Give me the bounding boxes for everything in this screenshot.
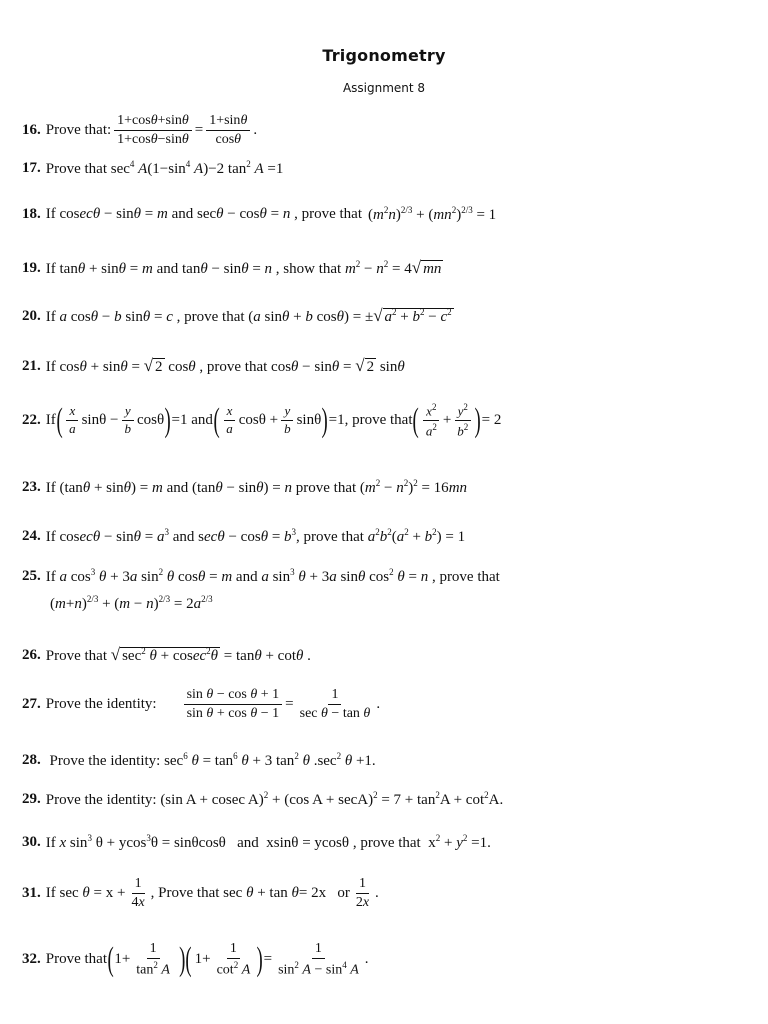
question-20: 20. If a cosθ − b sinθ = c , prove that (a sinθ + b cosθ) = ±√ $a^2 + b^2 - c^2$ [22,306,452,325]
question-25: 25. If a $\cos^3 \theta + 3a$ $\sin^2 \theta$ cosθ = m and a $\sin^3 \theta + 3a$ sinθ $\cos^2 \theta = n$ , prove that [22,567,500,585]
document-subtitle: Assignment 8 [342,81,426,95]
document-title: Trigonometry [322,46,446,65]
question-26: 26. Prove that √ $\sec^2 \theta + cosec^2\theta = \tan\theta + \cot\theta$ . [22,645,311,664]
question-27: 27. Prove the identity: $\frac{\text{sin θ − cos θ + 1}}{\text{sin θ + cos θ − 1}}$ = $\frac{1}{\text{sec θ − tan θ}}$ . [22,687,381,722]
question-17: 17. Prove that $\sec^4 A(1-\sin^4$ A)−2 $\tan^2 A =1$ [22,159,284,177]
question-number: 25. [22,568,41,584]
question-31: 31. If sec θ = x + $\frac{1}{4x}$ , Prove that sec θ + tan θ= 2x or $\frac{1}{2x}$ . [22,876,379,911]
question-number: 20. [22,307,41,324]
question-number: 30. [22,834,41,850]
question-number: 19. [22,259,41,276]
question-number: 22. [22,412,41,429]
question-number: 29. [22,791,41,807]
question-number: 32. [22,951,41,968]
question-22: 22. If ( $\frac{x}{a}$ sinθ − $\frac{y}{b}$ cosθ ) =1 and ( $\frac{x}{a}$ cosθ + $\frac{y}{b}$ sinθ ) =1, prove that ( $\frac{x^2}{a^2}$ + $\frac{y^2}{b^2}$ ) = 2 [22,401,502,439]
question-24: 24. If $cosec\theta - \sin\theta = a^3$ and $\sec\theta - \cos\theta = b^3$, prove that $a^2b^2(a^2 + b^2) = 1$ [22,527,466,545]
question-21: 21. If cosθ + sinθ = √ 2 cosθ , prove that cosθ − sinθ = √ 2 sinθ [22,356,405,375]
question-number: 24. [22,528,41,544]
question-28: 28. Prove the identity: $\sec^6 \theta = \tan^6 \theta + 3$ $\tan^2 \theta$ $.\sec^2$ θ +1. [22,751,376,769]
question-number: 17. [22,160,41,176]
question-23: 23. If (tanθ + sinθ) = m and (tanθ − sinθ) = n prove that $(m^2 - n^2)^2 = 16mn$ [22,478,468,496]
question-number: 23. [22,479,41,495]
question-32: 32. Prove that ( 1+ $\frac{1}{\tan^2 A}$ )( 1+ $\frac{1}{\cot^2 A}$ ) = $\frac{1}{\sin^2 A - \sin^4 A}$ . [22,940,369,978]
question-number: 21. [22,357,41,374]
question-19: 19. If tanθ + sinθ = m and tanθ − sinθ = n , show that $m^2 - n^2 = 4√$ mn [22,258,442,277]
question-30: 30. If x $\sin^3 \theta + ycos^3\theta = \sin\theta\cos\theta$ and xsinθ = ycosθ , prove that $x^2 + y^2 =1$. [22,833,491,851]
question-number: 18. [22,206,41,222]
question-29: 29. Prove the identity: (sin A + cosec A)$^2$ + (cos $A + \sec A)^2 = 7 + \tan^2A + \cot^2A$. [22,790,504,808]
question-number: 16. [22,122,41,139]
question-number: 26. [22,646,41,663]
question-number: 28. [22,752,41,768]
question-number: 27. [22,696,41,713]
question-16: 16. Prove that: $\frac{1+\cos\theta+\sin\theta}{1+\cos\theta-\sin\theta}$ = $\frac{1+\sin\theta}{\cos\theta}$ . [22,113,258,148]
question-18: 18. If cosecθ − sinθ = m and secθ − cosθ = n , prove that $(m^2n)^{2/3} + (mn^2)^{2/3} = 1$ [22,205,497,223]
question-25-continued: $(m+n)^{2/3} + (m - n)^{2/3} = 2a^{2/3}$ [50,594,213,612]
question-number: 31. [22,885,41,902]
